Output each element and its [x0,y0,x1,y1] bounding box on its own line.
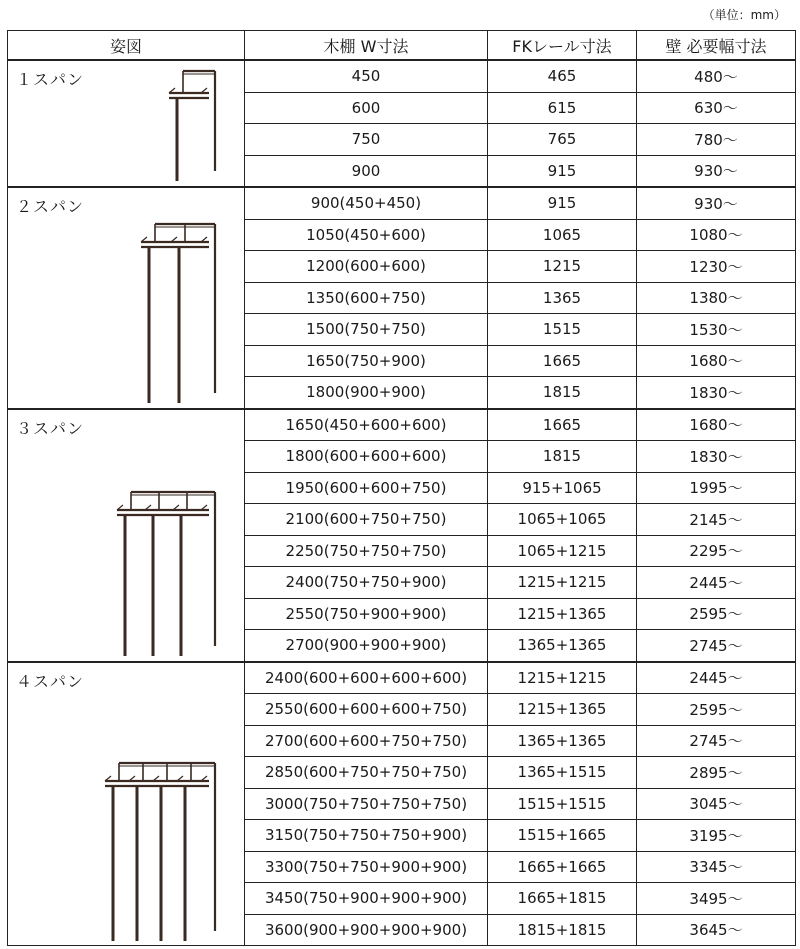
shelf-width-cell: 1500(750+750) [245,314,488,346]
shelf-width-cell: 2400(750+750+900) [245,567,488,599]
table-row [8,409,796,441]
fk-rail-cell: 1665 [488,409,637,441]
fk-rail-cell: 1215+1365 [488,598,637,630]
span-group-1 [8,60,796,187]
wall-width-cell: 2745～ [637,630,796,662]
shelf-width-cell: 3300(750+750+900+900) [245,851,488,883]
shelf-size-table [7,30,796,946]
fk-rail-cell: 915 [488,155,637,187]
unit-note: （単位：mm） [702,8,786,22]
fk-rail-cell: 1215+1215 [488,567,637,599]
fk-rail-cell: 1365+1365 [488,630,637,662]
fk-rail-cell: 1365+1515 [488,757,637,789]
shelf-width-cell: 2700(900+900+900) [245,630,488,662]
wall-width-cell: 930～ [637,155,796,187]
shelf-diagram-4-span [8,663,244,947]
wall-width-cell: 480～ [637,60,796,92]
shelf-width-cell: 1800(600+600+600) [245,441,488,473]
wall-width-cell: 1380～ [637,282,796,314]
wall-width-cell: 2445～ [637,662,796,694]
header-fk-rail: FKレール寸法 [488,31,637,61]
shelf-width-cell: 2400(600+600+600+600) [245,662,488,694]
shelf-width-cell: 750 [245,124,488,156]
fk-rail-cell: 1815 [488,441,637,473]
shelf-width-cell: 1350(600+750) [245,282,488,314]
header-figure: 姿図 [8,31,245,61]
shelf-width-cell: 2550(750+900+900) [245,598,488,630]
span-figure-cell [8,60,245,187]
wall-width-cell: 2595～ [637,694,796,726]
shelf-width-cell: 1650(450+600+600) [245,409,488,441]
wall-width-cell: 1230～ [637,251,796,283]
wall-width-cell: 2145～ [637,504,796,536]
shelf-diagram-1-span [8,61,244,187]
header-row [8,31,796,61]
span-label: ２スパン [16,197,85,216]
span-figure-cell [8,187,245,409]
wall-width-cell: 1680～ [637,409,796,441]
shelf-width-cell: 600 [245,92,488,124]
fk-rail-cell: 1515+1515 [488,788,637,820]
shelf-diagram-2-span [8,188,244,409]
shelf-width-cell: 3150(750+750+750+900) [245,820,488,852]
fk-rail-cell: 1065+1215 [488,535,637,567]
shelf-diagram-3-span [8,410,244,662]
fk-rail-cell: 1215+1215 [488,662,637,694]
wall-width-cell: 3045～ [637,788,796,820]
shelf-width-cell: 2100(600+750+750) [245,504,488,536]
shelf-width-cell: 1050(450+600) [245,219,488,251]
shelf-width-cell: 3450(750+900+900+900) [245,883,488,915]
fk-rail-cell: 915 [488,187,637,219]
wall-width-cell: 2445～ [637,567,796,599]
wall-width-cell: 1995～ [637,472,796,504]
wall-width-cell: 1680～ [637,345,796,377]
shelf-width-cell: 900 [245,155,488,187]
table-row [8,60,796,92]
wall-width-cell: 1080～ [637,219,796,251]
shelf-width-cell: 3000(750+750+750+750) [245,788,488,820]
wall-width-cell: 3495～ [637,883,796,915]
header-shelf-width: 木棚 W寸法 [245,31,488,61]
fk-rail-cell: 465 [488,60,637,92]
shelf-width-cell: 900(450+450) [245,187,488,219]
shelf-width-cell: 450 [245,60,488,92]
wall-width-cell: 2895～ [637,757,796,789]
span-label: ４スパン [16,671,85,691]
fk-rail-cell: 615 [488,92,637,124]
wall-width-cell: 1530～ [637,314,796,346]
span-figure-cell [8,409,245,662]
wall-width-cell: 630～ [637,92,796,124]
fk-rail-cell: 1665+1665 [488,851,637,883]
wall-width-cell: 1830～ [637,377,796,409]
fk-rail-cell: 1365 [488,282,637,314]
shelf-width-cell: 1200(600+600) [245,251,488,283]
fk-rail-cell: 1665 [488,345,637,377]
fk-rail-cell: 1665+1815 [488,883,637,915]
fk-rail-cell: 1065+1065 [488,504,637,536]
wall-width-cell: 3345～ [637,851,796,883]
shelf-width-cell: 1800(900+900) [245,377,488,409]
wall-width-cell: 2595～ [637,598,796,630]
wall-width-cell: 780～ [637,124,796,156]
table-row [8,187,796,219]
wall-width-cell: 2295～ [637,535,796,567]
fk-rail-cell: 1815 [488,377,637,409]
fk-rail-cell: 1815+1815 [488,914,637,946]
span-group-3 [8,409,796,662]
shelf-width-cell: 1950(600+600+750) [245,472,488,504]
wall-width-cell: 1830～ [637,441,796,473]
header-wall-width: 壁 必要幅寸法 [637,31,796,61]
span-label: ３スパン [16,418,85,438]
shelf-width-cell: 2550(600+600+600+750) [245,694,488,726]
wall-width-cell: 3195～ [637,820,796,852]
span-label: １スパン [16,70,85,89]
span-group-4 [8,662,796,946]
wall-width-cell: 2745～ [637,725,796,757]
fk-rail-cell: 1215+1365 [488,694,637,726]
span-figure-cell [8,662,245,946]
fk-rail-cell: 1215 [488,251,637,283]
span-group-2 [8,187,796,409]
fk-rail-cell: 1515 [488,314,637,346]
table-row [8,662,796,694]
shelf-width-cell: 1650(750+900) [245,345,488,377]
shelf-width-cell: 2700(600+600+750+750) [245,725,488,757]
shelf-width-cell: 3600(900+900+900+900) [245,914,488,946]
fk-rail-cell: 1065 [488,219,637,251]
fk-rail-cell: 765 [488,124,637,156]
fk-rail-cell: 1515+1665 [488,820,637,852]
shelf-width-cell: 2250(750+750+750) [245,535,488,567]
shelf-width-cell: 2850(600+750+750+750) [245,757,488,789]
wall-width-cell: 930～ [637,187,796,219]
fk-rail-cell: 1365+1365 [488,725,637,757]
fk-rail-cell: 915+1065 [488,472,637,504]
wall-width-cell: 3645～ [637,914,796,946]
